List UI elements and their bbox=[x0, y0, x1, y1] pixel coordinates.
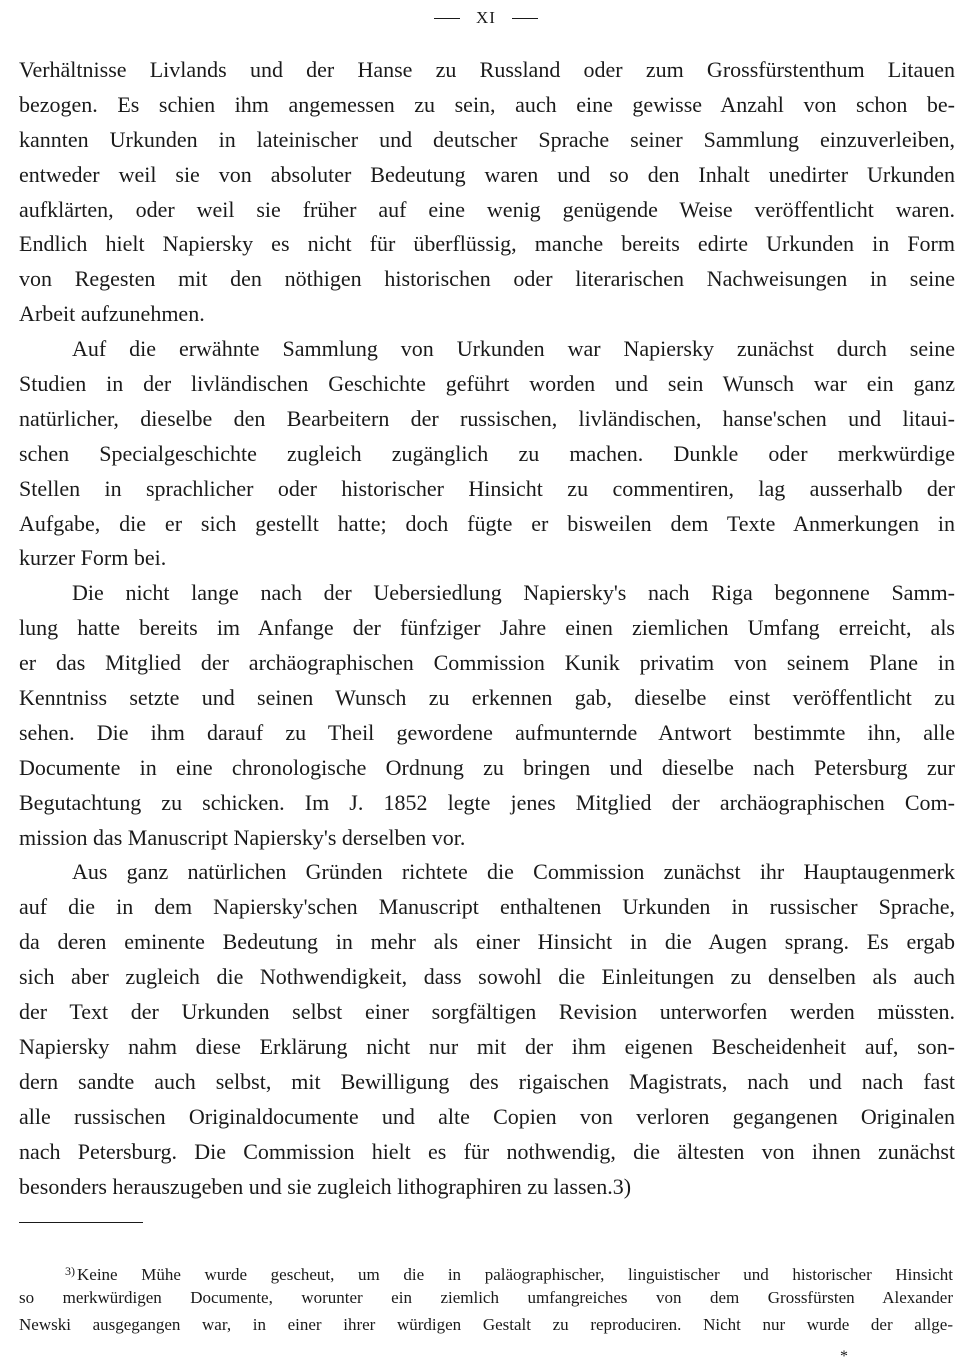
footnote-line: Newski ausgegangen war, in einer ihrer würdigen Gestalt zu reproduciren. Nicht nur wurde der allge- bbox=[19, 1314, 953, 1334]
text-line: kurzer Form bei. bbox=[19, 545, 167, 571]
text-line: Auf die erwähnte Sammlung von Urkunden war Napiersky zunächst durch seine bbox=[72, 336, 955, 362]
text-line: Aufgabe, die er sich gestellt hatte; doch fügte er bisweilen dem Texte Anmerkungen in bbox=[19, 510, 955, 536]
text-line: Studien in der livländischen Geschichte geführt worden und sein Wunsch war ein ganz bbox=[19, 371, 955, 397]
text-line: Endlich hielt Napiersky es nicht für überflüssig, manche bereits edirte Urkunden in Form bbox=[19, 231, 955, 257]
text-line: nach Petersburg. Die Commission hielt es für nothwendig, die ältesten von ihnen zunächst bbox=[19, 1138, 955, 1164]
text-line: von Regesten mit den nöthigen historischen oder literarischen Nachweisungen in seine bbox=[19, 266, 955, 292]
text-line: Die nicht lange nach der Uebersiedlung Napiersky's nach Riga begonnene Samm- bbox=[72, 580, 955, 606]
text-line: da deren eminente Bedeutung in mehr als einer Hinsicht in die Augen sprang. Es ergab bbox=[19, 929, 955, 955]
text-line: mission das Manuscript Napiersky's derselben vor. bbox=[19, 824, 466, 850]
main-text bbox=[19, 53, 955, 1204]
text-line: Verhältnisse Livlands und der Hanse zu Russland oder zum Grossfürstenthum Litauen bbox=[19, 57, 955, 82]
signature-mark: * bbox=[840, 1348, 848, 1365]
footnote-line: so merkwürdigen Documente, worunter ein ziemlich umfangreiches von dem Grossfürsten Alexander bbox=[19, 1287, 953, 1307]
text-line: sich aber zugleich die Nothwendigkeit, dass sowohl die Einleitungen zu denselben als auch bbox=[19, 964, 955, 990]
text-line: der Text der Urkunden selbst einer sorgfältigen Revision unterworfen werden müssten. bbox=[19, 999, 955, 1025]
text-line: schen Specialgeschichte zugleich zugänglich zu machen. Dunkle oder merkwürdige bbox=[19, 440, 955, 466]
text-line: dern sandte auch selbst, mit Bewilligung des rigaischen Magistrats, nach und nach fast bbox=[19, 1068, 955, 1094]
text-line: Aus ganz natürlichen Gründen richtete die Commission zunächst ihr Hauptaugenmerk bbox=[72, 859, 955, 885]
text-line: er das Mitglied der archäographischen Commission Kunik privatim von seinem Plane in bbox=[19, 650, 955, 676]
text-line: Kenntniss setzte und seinen Wunsch zu erkennen gab, dieselbe einst veröffentlicht zu bbox=[19, 685, 955, 711]
text-line: besonders herauszugeben und sie zugleich lithographiren zu lassen.3) bbox=[19, 1173, 632, 1199]
header-dash-right bbox=[512, 18, 538, 19]
footnote-line-text: Keine Mühe wurde gescheut, um die in paläographischer, linguistischer und historischer Hinsicht bbox=[77, 1265, 953, 1284]
page-header bbox=[0, 4, 972, 32]
footnote-marker: 3) bbox=[65, 1264, 75, 1278]
text-line: kannten Urkunden in lateinischer und deutscher Sprache seiner Sammlung einzuverleiben, bbox=[19, 126, 955, 152]
text-line: Documente in eine chronologische Ordnung zu bringen und dieselbe nach Petersburg zur bbox=[19, 754, 955, 780]
text-line: auf die in dem Napiersky'schen Manuscript enthaltenen Urkunden in russischer Sprache, bbox=[19, 894, 955, 920]
footnote-divider bbox=[19, 1222, 143, 1223]
text-line: Stellen in sprachlicher oder historischer Hinsicht zu commentiren, lag ausserhalb der bbox=[19, 475, 955, 501]
text-line: Arbeit aufzunehmen. bbox=[19, 301, 205, 327]
text-line: entweder weil sie von absoluter Bedeutung waren und so den Inhalt unedirter Urkunden bbox=[19, 161, 955, 187]
footnote bbox=[19, 1258, 953, 1338]
text-line: alle russischen Originaldocumente und alte Copien von verloren gegangenen Originalen bbox=[19, 1103, 955, 1129]
text-line: lung hatte bereits im Anfange der fünfziger Jahre einen ziemlichen Umfang erreicht, als bbox=[19, 615, 955, 641]
text-line: aufklärten, oder weil sie früher auf eine wenig genügende Weise veröffentlicht waren. bbox=[19, 196, 955, 222]
text-line: sehen. Die ihm darauf zu Theil gewordene aufmunternde Antwort bestimmte ihn, alle bbox=[19, 719, 955, 745]
page-number: XI bbox=[476, 8, 496, 27]
text-line: bezogen. Es schien ihm angemessen zu sein, auch eine gewisse Anzahl von schon be- bbox=[19, 91, 955, 117]
header-dash-left bbox=[434, 18, 460, 19]
text-line: Begutachtung zu schicken. Im J. 1852 legte jenes Mitglied der archäographischen Com- bbox=[19, 789, 955, 815]
text-line: natürlicher, dieselbe den Bearbeitern der russischen, livländischen, hanse'schen und litaui- bbox=[19, 405, 955, 431]
footnote-line bbox=[19, 1258, 953, 1285]
text-line: Napiersky nahm diese Erklärung nicht nur mit der ihm eigenen Bescheidenheit auf, son- bbox=[19, 1033, 955, 1059]
